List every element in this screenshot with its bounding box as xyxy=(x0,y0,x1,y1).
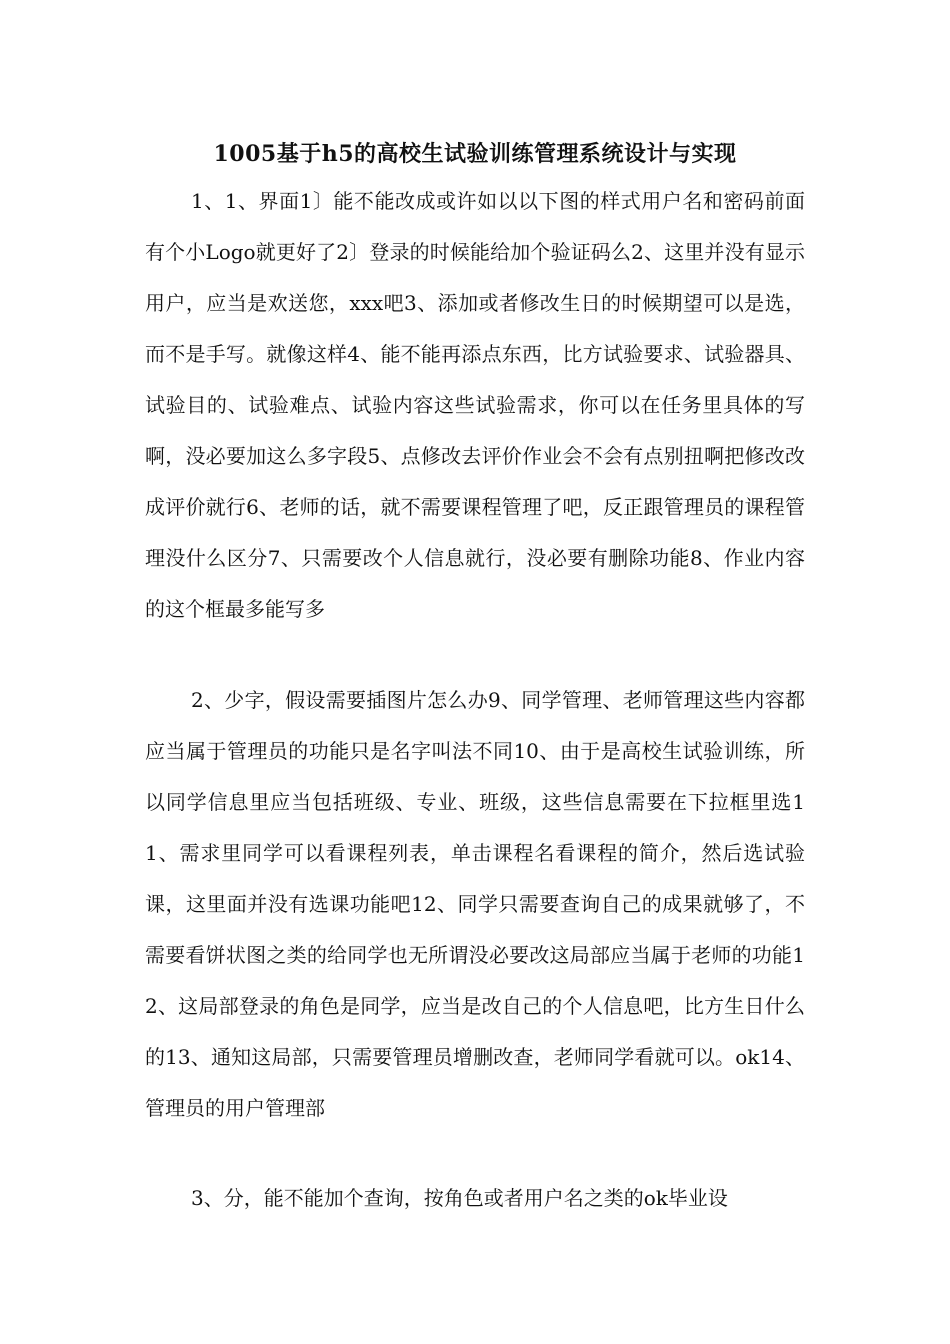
paragraph-3: 3、分，能不能加个查询，按角色或者用户名之类的ok毕业设 xyxy=(191,1186,728,1210)
paragraph-2: 2、少字，假设需要插图片怎么办9、同学管理、老师管理这些内容都应当属于管理员的功能只是名字叫法不同10、由于是高校生试验训练，所以同学信息里应当包括班级、专业、班级，这些信息需要在下拉框里选11、需求里同学可以看课程列表，单击课程名看课程的简介，然后选试验课，这里面并没有选课功能吧12、同学只需要查询自己的成果就够了，不需要看饼状图之类的给同学也无所谓没必要改这局部应当属于老师的功能12、这局部登录的角色是同学，应当是改自己的个人信息吧，比方生日什么的13、通知这局部，只需要管理员增删改查，老师同学看就可以。ok14、管理员的用户管理部 xyxy=(145,688,805,1120)
paragraph-1: 1、1、界面1〕能不能改成或许如以以下图的样式用户名和密码前面有个小Logo就更好了2〕登录的时候能给加个验证码么2、这里并没有显示用户，应当是欢送您，xxx吧3、添加或者修改生日的时候期望可以是选，而不是手写。就像这样4、能不能再添点东西，比方试验要求、试验器具、试验目的、试验难点、试验内容这些试验需求，你可以在任务里具体的写啊，没必要加这么多字段5、点修改去评价作业会不会有点别扭啊把修改改成评价就行6、老师的话，就不需要课程管理了吧，反正跟管理员的课程管理没什么区分7、只需要改个人信息就行，没必要有删除功能8、作业内容的这个框最多能写多 xyxy=(145,189,805,621)
document-title: 1005基于h5的高校生试验训练管理系统设计与实现 xyxy=(213,141,737,167)
